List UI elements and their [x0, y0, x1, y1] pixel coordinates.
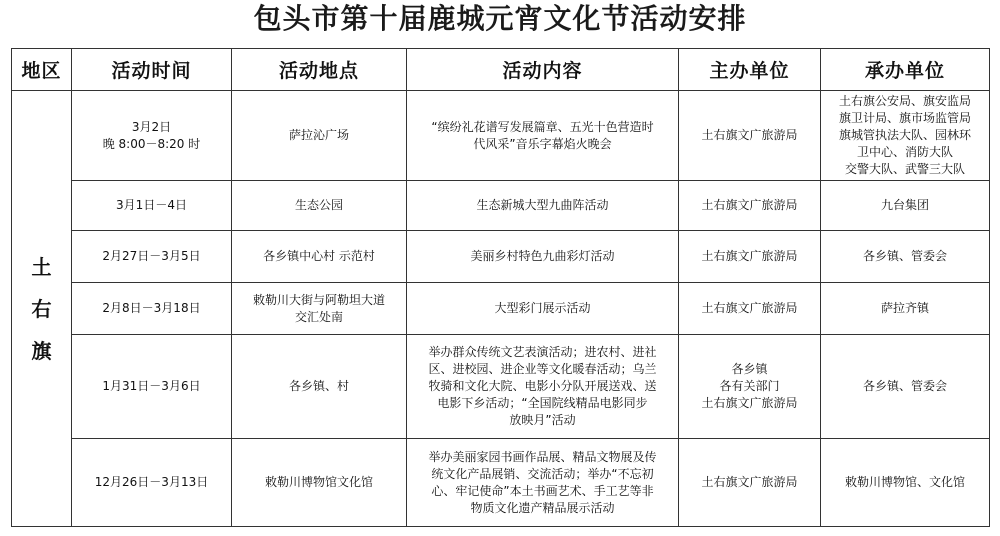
content-line: 代风采”音乐字幕焰火晚会 [473, 136, 612, 151]
content-line: 区、进校园、进企业等文化暖春活动；乌兰 [428, 362, 657, 376]
co-organizer-cell [821, 181, 990, 231]
region-cell [12, 91, 72, 527]
co-organizer-line: 萨拉齐镇 [880, 301, 929, 315]
header-row [12, 49, 990, 91]
content-cell [407, 181, 679, 231]
co-organizer-cell [821, 283, 990, 335]
content-cell [407, 439, 679, 527]
location-cell [232, 283, 407, 335]
table-row [12, 231, 990, 283]
location-line: 各乡镇、村 [288, 379, 349, 393]
organizer-line: 土右旗文广旅游局 [701, 249, 798, 263]
organizer-line: 土右旗文广旅游局 [701, 128, 798, 142]
co-organizer-cell [821, 91, 990, 181]
content-line: 生态新城大型九曲阵活动 [476, 198, 609, 212]
content-line: 举办美丽家园书画作品展、精品文物展及传 [428, 449, 657, 464]
co-organizer-line: 九台集团 [880, 198, 929, 212]
schedule-table [11, 48, 990, 527]
content-line: 美丽乡村特色九曲彩灯活动 [470, 249, 615, 263]
content-cell [407, 335, 679, 439]
organizer-line: 土右旗文广旅游局 [701, 396, 798, 410]
location-line: 生态公园 [294, 198, 343, 212]
time-cell [72, 439, 232, 527]
page-title: 包头市第十届鹿城元宵文化节活动安排 [253, 2, 747, 35]
time-line: 晚 8:00－8:20 时 [102, 136, 201, 151]
organizer-cell [679, 439, 821, 527]
organizer-cell [679, 181, 821, 231]
location-cell [232, 439, 407, 527]
content-line: 放映月”活动 [509, 413, 576, 427]
content-line: 物质文化遗产精品展示活动 [470, 500, 615, 515]
content-line: 心、牢记使命”本土书画艺术、手工艺等非 [431, 483, 654, 498]
co-organizer-line: 旗卫计局、旗市场监管局 [838, 111, 971, 125]
co-organizer-line: 各乡镇、管委会 [862, 379, 947, 393]
table-row [12, 181, 990, 231]
header-location: 活动地点 [232, 49, 407, 91]
content-line: 统文化产品展销、交流活动；举办“不忘初 [431, 466, 654, 481]
co-organizer-cell [821, 231, 990, 283]
time-cell [72, 181, 232, 231]
co-organizer-line: 旗城管执法大队、园林环 [838, 128, 971, 142]
location-cell [232, 335, 407, 439]
header-co-organizer: 承办单位 [821, 49, 990, 91]
organizer-cell [679, 91, 821, 181]
organizer-cell [679, 335, 821, 439]
location-line: 各乡镇中心村 示范村 [263, 249, 375, 263]
organizer-line: 各乡镇 [731, 362, 768, 376]
organizer-line: 土右旗文广旅游局 [701, 475, 798, 489]
content-cell [407, 231, 679, 283]
header-content: 活动内容 [407, 49, 679, 91]
organizer-line: 土右旗文广旅游局 [701, 198, 798, 212]
header-organizer: 主办单位 [679, 49, 821, 91]
location-cell [232, 231, 407, 283]
time-line: 12月26日－3月13日 [94, 475, 209, 489]
region-char: 土 [31, 254, 52, 279]
time-line: 3月2日 [131, 119, 172, 134]
location-cell [232, 91, 407, 181]
co-organizer-line: 各乡镇、管委会 [862, 249, 947, 263]
time-line: 3月1日－4日 [116, 198, 187, 212]
region-char: 右 [31, 296, 52, 321]
co-organizer-line: 交警大队、武警三大队 [844, 162, 965, 176]
co-organizer-cell [821, 439, 990, 527]
location-line: 敕勒川大街与阿勒坦大道 [252, 292, 385, 307]
content-line: 大型彩门展示活动 [494, 301, 591, 315]
time-cell [72, 335, 232, 439]
time-cell [72, 91, 232, 181]
location-line: 交汇处南 [294, 309, 343, 324]
table-row [12, 91, 990, 181]
co-organizer-cell [821, 335, 990, 439]
content-line: “缤纷礼花谱写发展篇章、五光十色营造时 [431, 119, 654, 134]
table-row [12, 335, 990, 439]
header-time: 活动时间 [72, 49, 232, 91]
co-organizer-line: 敕勒川博物馆、文化馆 [844, 475, 965, 489]
organizer-cell [679, 231, 821, 283]
content-line: 牧骑和文化大院、电影小分队开展送戏、送 [428, 379, 657, 393]
time-cell [72, 231, 232, 283]
time-line: 2月8日－3月18日 [102, 301, 201, 315]
content-line: 电影下乡活动；“全国院线精品电影同步 [437, 396, 648, 410]
co-organizer-line: 土右旗公安局、旗安监局 [838, 94, 971, 108]
time-line: 2月27日－3月5日 [102, 249, 201, 263]
location-cell [232, 181, 407, 231]
table-row [12, 283, 990, 335]
content-cell [407, 283, 679, 335]
co-organizer-line: 卫中心、消防大队 [856, 145, 953, 159]
location-line: 敕勒川博物馆文化馆 [264, 475, 373, 489]
organizer-line: 各有关部门 [719, 379, 780, 393]
content-line: 举办群众传统文艺表演活动；进农村、进社 [428, 345, 657, 359]
header-region: 地区 [12, 49, 72, 91]
organizer-line: 土右旗文广旅游局 [701, 301, 798, 315]
location-line: 萨拉沁广场 [288, 128, 349, 142]
organizer-cell [679, 283, 821, 335]
time-cell [72, 283, 232, 335]
table-row [12, 439, 990, 527]
content-cell [407, 91, 679, 181]
region-char: 旗 [31, 338, 52, 363]
time-line: 1月31日－3月6日 [102, 379, 201, 393]
